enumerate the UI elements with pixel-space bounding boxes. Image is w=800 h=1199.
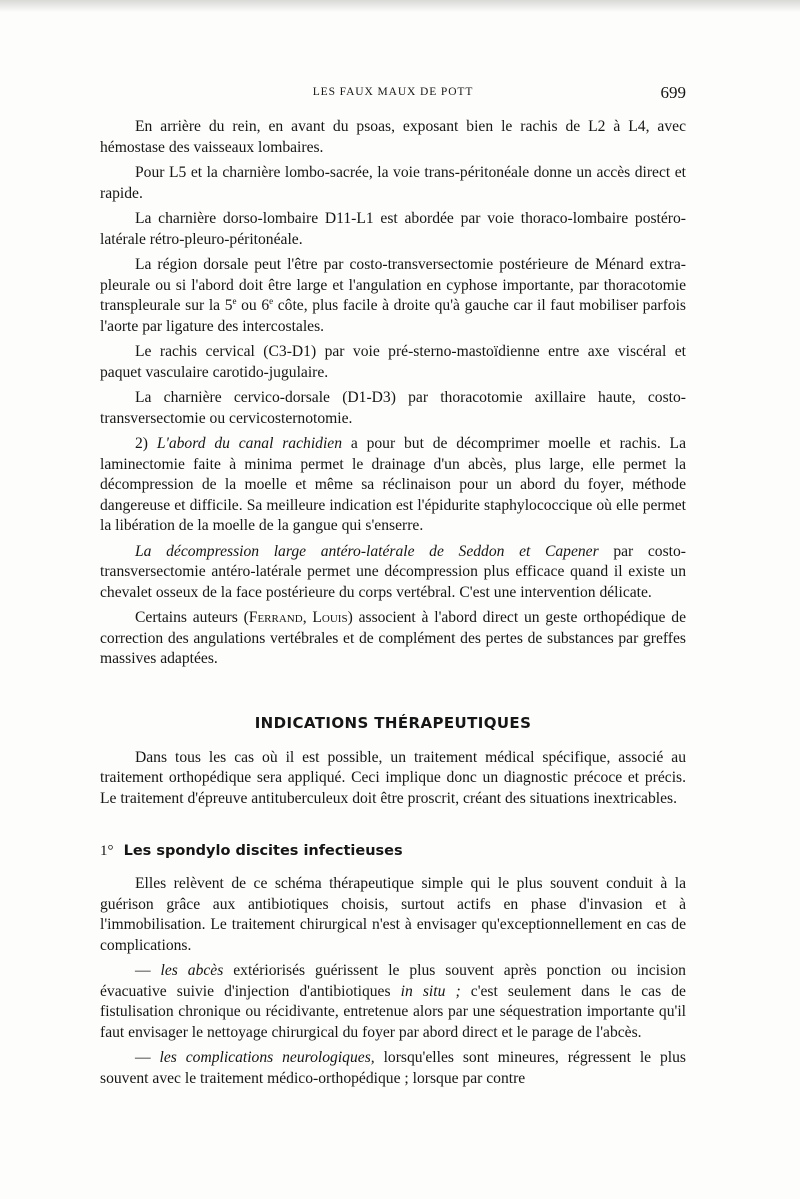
text-run: c'est seulement dans le cas de fistulisation chronique ou récidivante, entretenue alors par une séquestration importante qu'il faut envisager le nettoyage chirurgical du foyer par abord direct et le parage de l'abcès. <box>100 982 686 1041</box>
text-run: — <box>135 1049 160 1066</box>
subsection-heading <box>100 843 686 860</box>
text-run: ou 6 <box>236 297 270 314</box>
text-run: lorsqu'elles sont mineures, régressent le plus souvent avec le traitement médico-orthopédique ; lorsque par contre <box>100 1049 686 1087</box>
italic-term: les complications neurologiques, <box>159 1049 375 1066</box>
paragraph: Dans tous les cas où il est possible, un traitement médical spécifique, associé au traitement orthopédique sera appliqué. Ceci implique donc un diagnostic précoce et précis. Le traitement d'épreuve antituberculeux doit être proscrit, créant des situations inextricables. <box>100 748 686 807</box>
italic-term: les abcès <box>160 962 224 979</box>
scan-edge <box>0 0 800 12</box>
page-number: 699 <box>660 83 686 102</box>
paragraph: Pour L5 et la charnière lombo-sacrée, la voie trans-péritonéale donne un accès direct et rapide. <box>100 164 686 202</box>
text-run: Certains auteurs ( <box>135 609 249 626</box>
paragraph: La charnière cervico-dorsale (D1-D3) par thoracotomie axillaire haute, costo-transversectomie ou cervicosternotomie. <box>100 389 686 427</box>
paragraph: Le rachis cervical (C3-D1) par voie pré-sterno-mastoïdienne entre axe viscéral et paquet vasculaire carotido-jugulaire. <box>100 343 686 381</box>
superscript: e <box>269 295 274 306</box>
italic-term: La décompression large antéro-latérale de Seddon et Capener <box>135 542 599 560</box>
paragraph <box>100 961 686 1043</box>
paragraph <box>100 434 686 537</box>
superscript: e <box>232 295 237 306</box>
body-text <box>100 117 686 1094</box>
italic-term: in situ ; <box>400 982 461 1000</box>
italic-term: L'abord du canal rachidien <box>156 435 342 452</box>
section-heading: INDICATIONS THÉRAPEUTIQUES <box>254 713 532 732</box>
text-run: extériorisés guérissent le plus souvent après ponction ou incision évacuative suivie d'injection d'antibiotiques <box>100 962 686 1000</box>
subsection-number: 1° <box>100 843 114 859</box>
paragraph <box>100 1048 686 1089</box>
author-name: Ferrand <box>248 609 303 626</box>
text-run: 2) <box>135 435 157 452</box>
paragraph <box>100 255 686 337</box>
paragraph <box>100 542 686 604</box>
paragraph <box>100 608 686 670</box>
text-run: , <box>302 609 313 626</box>
text-run: — <box>135 962 161 979</box>
text-run: par costo-transversectomie antéro-latérale permet une décompression plus efficace quand il existe un chevalet osseux de la face postérieure du corps vertébral. C'est une intervention délicate. <box>100 542 686 601</box>
paragraph: La charnière dorso-lombaire D11-L1 est abordée par voie thoraco-lombaire postéro-latérale rétro-pleuro-péritonéale. <box>100 210 686 248</box>
subsection-title: Les spondylo discites infectieuses <box>123 843 403 859</box>
text-run: a pour but de décomprimer moelle et rachis. La laminectomie faite à minima permet le drainage d'un abcès, plus large, elle permet la décompression de la moelle et même sa réclinaison pour un abord du foyer, méthode dangereuse et difficile. Sa meilleure indication est l'épidurite staphylococcique où elle permet la libération de la moelle de la gangue qui s'enserre. <box>100 435 686 534</box>
author-name: Louis <box>312 609 348 626</box>
text-run: côte, plus facile à droite qu'à gauche car il faut mobiliser parfois l'aorte par ligature des intercostales. <box>100 297 686 335</box>
paragraph: En arrière du rein, en avant du psoas, exposant bien le rachis de L2 à L4, avec hémostase des vaisseaux lombaires. <box>100 118 686 156</box>
running-head: LES FAUX MAUX DE POTT <box>312 86 474 98</box>
text-run: La région dorsale peut l'être par costo-transversectomie postérieure de Ménard extra-pleurale ou si l'abord doit être large et l'angulation en cyphose importante, par thoracotomie transpleurale sur la 5 <box>100 256 686 314</box>
text-run: ) associent à l'abord direct un geste orthopédique de correction des angulations vertébrales et de complément des pertes de substances par greffes massives adaptées. <box>100 609 686 667</box>
paragraph: Elles relèvent de ce schéma thérapeutique simple qui le plus souvent conduit à la guérison grâce aux antibiotiques choisis, surtout actifs en phase d'invasion et à l'immobilisation. Le traitement chirurgical n'est à envisager qu'exceptionnellement en cas de complications. <box>100 875 686 954</box>
